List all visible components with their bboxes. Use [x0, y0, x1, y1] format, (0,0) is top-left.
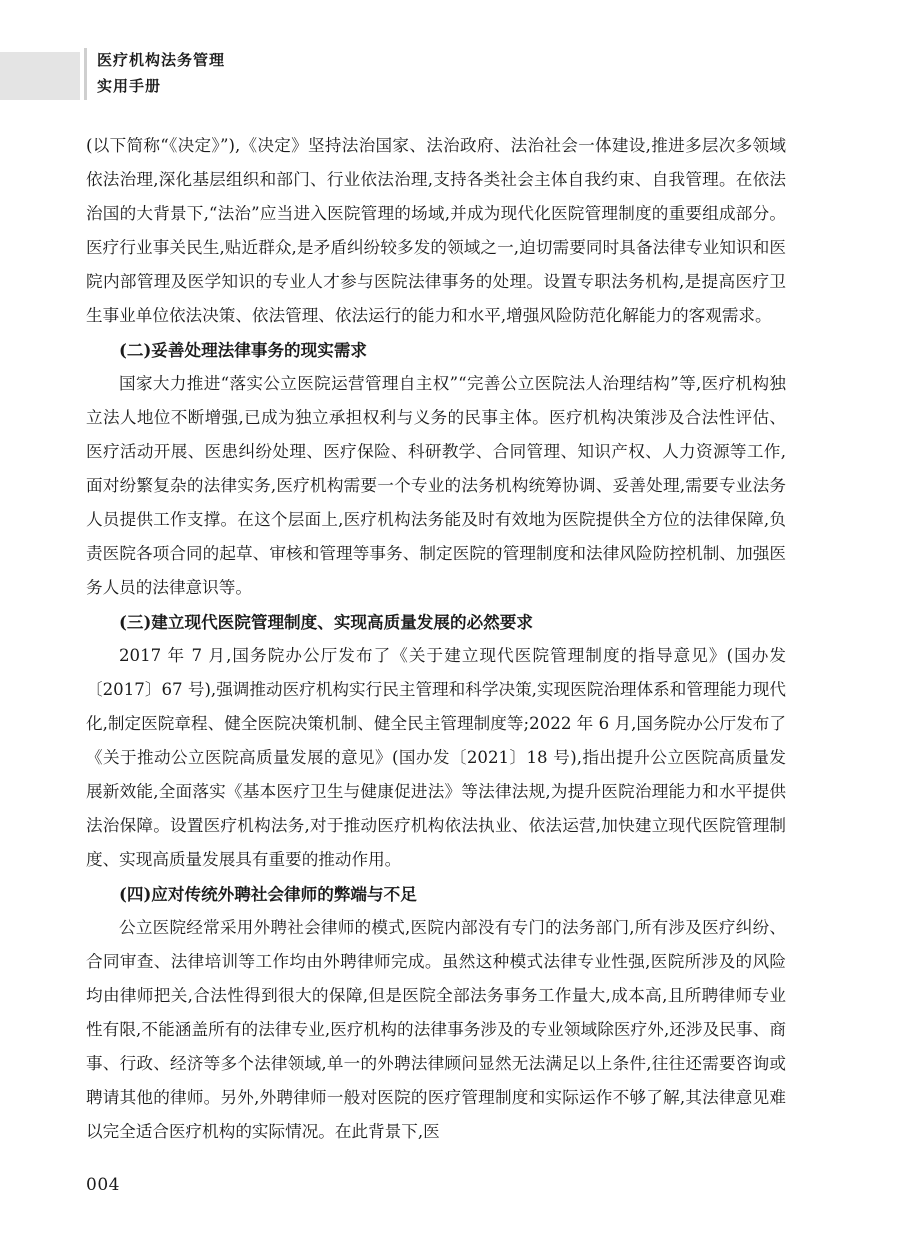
paragraph-4: 公立医院经常采用外聘社会律师的模式,医院内部没有专门的法务部门,所有涉及医疗纠纷、合同审查、法律培训等工作均由外聘律师完成。虽然这种模式法律专业性强,医院所涉及的风险均由律师把关,合法性得到很大的保障,但是医院全部法务事务工作量大,成本高,且所聘律师专业性有限,不能涵盖所有的法律专业,医疗机构的法律事务涉及的专业领域除医疗外,还涉及民事、商事、行政、经济等多个法律领域,单一的外聘法律顾问显然无法满足以上条件,往往还需要咨询或聘请其他的律师。另外,外聘律师一般对医院的医疗管理制度和实际运作不够了解,其法律意见难以完全适合医疗机构的实际情况。在此背景下,医	[86, 918, 786, 1141]
section-heading-3: (三)建立现代医院管理制度、实现高质量发展的必然要求	[119, 612, 533, 632]
running-header-subtitle: 实用手册	[97, 77, 162, 95]
section-heading-4: (四)应对传统外聘社会律师的弊端与不足	[119, 884, 417, 904]
header-gray-block	[0, 52, 80, 100]
paragraph-continuation: (以下简称“《决定》”),《决定》坚持法治国家、法治政府、法治社会一体建设,推进多层次多领域依法治理,深化基层组织和部门、行业依法治理,支持各类社会主体自我约束、自我管理。在依法治国的大背景下,“法治”应当进入医院管理的场域,并成为现代化医院管理制度的重要组成部分。医疗行业事关民生,贴近群众,是矛盾纠纷较多发的领域之一,迫切需要同时具备法律专业知识和医院内部管理及医学知识的专业人才参与医院法律事务的处理。设置专职法务机构,是提高医疗卫生事业单位依法决策、依法管理、依法运行的能力和水平,增强风险防范化解能力的客观需求。	[86, 136, 786, 325]
header-divider	[84, 48, 87, 100]
running-header-title: 医疗机构法务管理	[97, 51, 226, 69]
paragraph-3: 2017 年 7 月,国务院办公厅发布了《关于建立现代医院管理制度的指导意见》(国办发〔2017〕67 号),强调推动医疗机构实行民主管理和科学决策,实现医院治理体系和管理能力现代化,制定医院章程、健全医院决策机制、健全民主管理制度等;2022 年 6 月,国务院办公厅发布了《关于推动公立医院高质量发展的意见》(国办发〔2021〕18 号),指出提升公立医院高质量发展新效能,全面落实《基本医疗卫生与健康促进法》等法律法规,为提升医院治理能力和水平提供法治保障。设置医疗机构法务,对于推动医疗机构依法执业、依法运营,加快建立现代医院管理制度、实现高质量发展具有重要的推动作用。	[86, 646, 786, 869]
section-heading-2: (二)妥善处理法律事务的现实需求	[119, 340, 368, 360]
page-body	[86, 129, 786, 1149]
paragraph-2: 国家大力推进“落实公立医院运营管理自主权”“完善公立医院法人治理结构”等,医疗机构独立法人地位不断增强,已成为独立承担权利与义务的民事主体。医疗机构决策涉及合法性评估、医疗活动开展、医患纠纷处理、医疗保险、科研教学、合同管理、知识产权、人力资源等工作,面对纷繁复杂的法律实务,医疗机构需要一个专业的法务机构统筹协调、妥善处理,需要专业法务人员提供工作支撑。在这个层面上,医疗机构法务能及时有效地为医院提供全方位的法律保障,负责医院各项合同的起草、审核和管理等事务、制定医院的管理制度和法律风险防控机制、加强医务人员的法律意识等。	[86, 374, 786, 597]
page-number: 004	[86, 1175, 120, 1195]
